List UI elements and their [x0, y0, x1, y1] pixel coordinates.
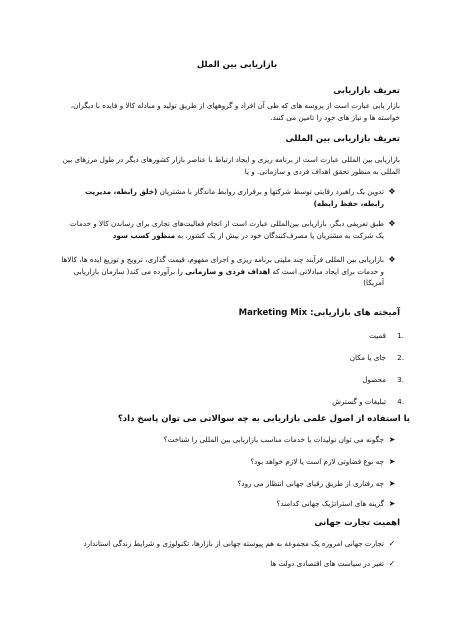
heading-questions: با استفاده از اصول علمی بازاریابی به چه سوالاتی می توان پاسخ داد؟ — [117, 414, 410, 424]
list-text: جای یا مکان — [349, 353, 386, 362]
arrow-bullet-icon: ➤ — [388, 499, 396, 508]
list-item — [60, 254, 400, 289]
diamond-bullet-icon: ❖ — [388, 219, 396, 228]
list-number: 3. — [397, 375, 404, 384]
list-item — [60, 330, 404, 342]
arrow-bullet-icon: ➤ — [388, 435, 396, 444]
heading-marketing-mix-fa: آمیخته های بازاریابی: — [310, 308, 400, 318]
heading-marketing-mix — [60, 308, 400, 318]
list-item — [60, 352, 404, 364]
list-text: تبلیغات و گسترش — [332, 397, 386, 406]
document-title: بازاریابی بین الملل — [196, 60, 278, 70]
list-text: تغیر در سیاست های اقتصادی دولت ها — [270, 559, 384, 568]
bullet-text-plain: بازاریابی بین المللی فرآیند چند ملیتی برنامه ریزی و اجرای مفهوم، قیمت گذاری، ترویج و توزیع ایده ها، کالاها و خدمات برای ایجاد مبادلاتی است که — [61, 255, 384, 276]
bullet-text-plain: تدوین یک راهبرد رقابتی توسط شرکتها و برقراری روابط ماندگار با مشتریان — [157, 187, 384, 196]
list-item — [60, 434, 400, 446]
check-bullet-icon: ✓ — [388, 539, 396, 548]
list-item — [60, 456, 400, 468]
list-item — [60, 396, 404, 408]
arrow-bullet-icon: ➤ — [388, 457, 396, 466]
list-text: محصول — [362, 375, 386, 384]
bullet-text-bold: (خلق رابطه، مدیریت رابطه، حفظ رابطه) — [84, 187, 384, 208]
bullet-text-bold: اهداف فردی و سازمانی — [185, 266, 271, 276]
list-item — [60, 478, 400, 490]
list-number: 4. — [397, 397, 404, 406]
list-text: قمیت — [369, 331, 386, 340]
bullet-text — [60, 218, 384, 241]
list-text: چه نوع فضاوتی لازم است یا لازم خواهد بود؟ — [250, 457, 384, 466]
list-item — [60, 498, 400, 510]
list-text: چگونه می توان تولیدات یا خدمات مناسب بازاریابی بین المللی را شناخت؟ — [163, 435, 384, 444]
list-number: 2. — [397, 353, 404, 362]
list-item — [60, 374, 404, 386]
paragraph-def-international: بازاریابی بین المللی عبارت است از برنامه ریزی و ایجاد ارتباط با عناصر بازار کشورهای دیگر در طول مرزهای بین المللی به منظور تحقق اهداف فردی و سازمانی. و یا — [62, 155, 400, 176]
list-item — [60, 186, 400, 209]
diamond-bullet-icon: ❖ — [388, 255, 396, 264]
heading-def-marketing: تعریف بازاریابی — [333, 86, 400, 96]
bullet-text — [60, 186, 384, 209]
arrow-bullet-icon: ➤ — [388, 479, 396, 488]
paragraph-def-marketing: بازار یابی عبارت است از پروسه های که طی آن افراد و گروههای از طریق تولید و مبادله کالا و فایده با دیگران، خواسته ها و نیاز های خود را تامین می کنند. — [70, 101, 400, 122]
list-item — [60, 538, 400, 550]
heading-marketing-mix-en: Marketing Mix — [238, 308, 308, 318]
list-item — [60, 218, 400, 241]
bullet-text-plain: طبق تعریفی دیگر، بازاریابی بین‌المللی عبارت است از انجام فعالیت‌های تجاری برای رساندن کالا و خدمات یک شرکت به مشتریان یا مصرف‌کنندگان خود در بیش از یک کشور، به — [70, 219, 384, 240]
heading-importance: اهمیت تجارت جهانی — [314, 518, 400, 528]
list-item — [60, 558, 400, 570]
check-bullet-icon: ✓ — [388, 559, 396, 568]
diamond-bullet-icon: ❖ — [388, 187, 396, 196]
bullet-text — [60, 254, 384, 289]
bullet-text-plain: را برآورده می کند( سازمان بازاریابی آمریکا) — [73, 266, 384, 287]
list-text: گزینه های استراتژیک جهانی کدامند؟ — [276, 499, 384, 508]
bullet-text-bold: منظور کسب سود — [112, 230, 176, 240]
list-text: چه رفتاری از طریق رقبای جهانی انتظار می رود؟ — [237, 479, 384, 488]
list-number: 1. — [397, 331, 404, 340]
heading-def-international: تعریف بازاریابی بین المللی — [285, 134, 400, 144]
list-text: تجارت جهانی امروزه یک مجموعه به هم پیوسته جهانی از بازارها، تکنولوژی و شرایط زندگی استاندارد — [83, 539, 384, 548]
